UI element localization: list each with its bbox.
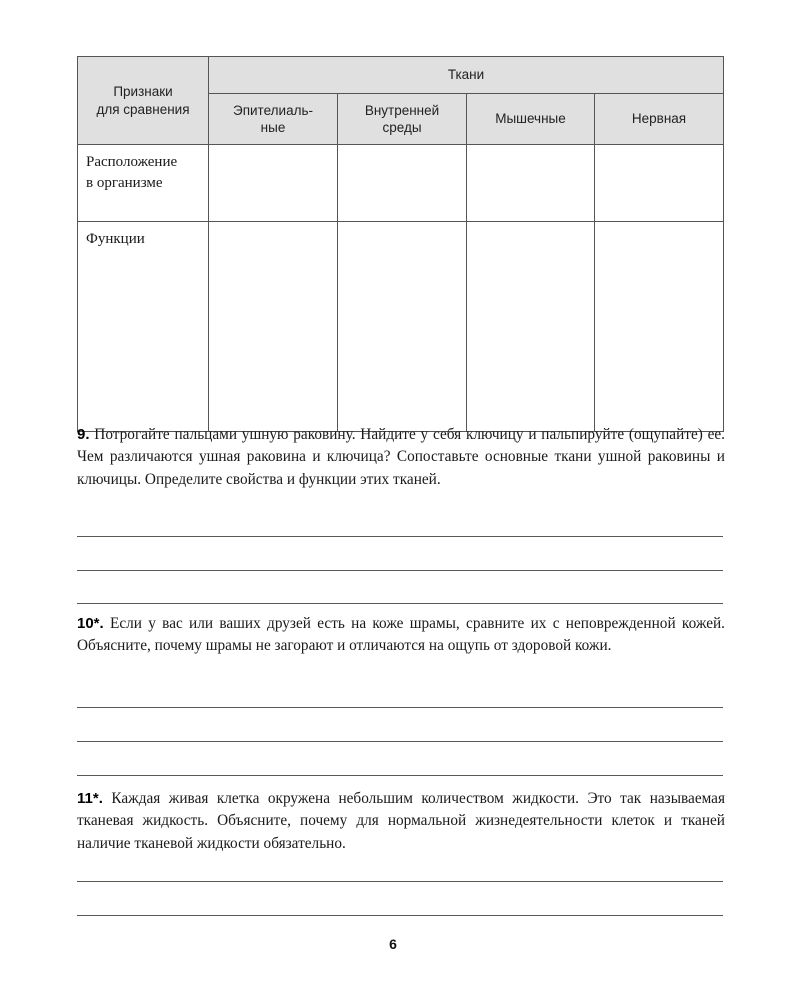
question-10-number: 10*. xyxy=(77,615,104,632)
answer-cell-functions-muscular[interactable] xyxy=(467,222,595,432)
row-label-location xyxy=(78,145,209,222)
header-column-muscular xyxy=(467,94,595,145)
answer-line-q10-2[interactable] xyxy=(77,741,723,742)
question-10 xyxy=(77,613,725,658)
question-9-text: Потрогайте пальцами ушную раковину. Найдите у себя ключицу и пальпируйте (ощупайте) ее. Чем различаются ушная раковина и ключица? Сопоставьте основные ткани ушной раковины и ключицы. Определите свойства и функции этих тканей. xyxy=(77,426,726,488)
question-11-number: 11*. xyxy=(77,790,103,807)
question-11-text: Каждая живая клетка окружена небольшим количеством жидкости. Это так называемая тканевая жидкость. Объясните, почему для нормальной жизнедеятельности клеток и тканей наличие тканевой жидкости обязательно. xyxy=(77,790,726,852)
question-9 xyxy=(77,424,725,491)
header-group-tissues: Ткани xyxy=(209,57,724,94)
row-label-location-line2: в организме xyxy=(86,174,163,191)
page-number: 6 xyxy=(389,936,397,952)
header-column-epithelial-line2: ные xyxy=(260,120,286,135)
answer-cell-location-internal-environment[interactable] xyxy=(338,145,467,222)
answer-cell-location-muscular[interactable] xyxy=(467,145,595,222)
answer-line-q10-3[interactable] xyxy=(77,775,723,776)
header-feature-line2: для сравнения xyxy=(96,101,190,117)
header-column-nervous-line1: Нервная xyxy=(631,111,687,127)
question-11 xyxy=(77,788,725,855)
tissue-comparison-table xyxy=(77,56,723,432)
answer-cell-location-epithelial[interactable] xyxy=(209,145,338,222)
header-column-muscular-line1: Мышечные xyxy=(495,111,566,127)
answer-cell-location-nervous[interactable] xyxy=(595,145,724,222)
header-feature-line1: Признаки xyxy=(113,84,173,100)
answer-line-q11-2[interactable] xyxy=(77,915,723,916)
header-column-nervous xyxy=(595,94,724,145)
table-header-row-group xyxy=(78,57,724,94)
header-column-internal-environment-line2: среды xyxy=(382,120,422,135)
answer-cell-functions-nervous[interactable] xyxy=(595,222,724,432)
answer-line-q11-1[interactable] xyxy=(77,881,723,882)
table-row xyxy=(78,145,724,222)
row-label-location-line1: Расположение xyxy=(86,154,178,170)
row-label-functions xyxy=(78,222,209,432)
header-column-epithelial xyxy=(209,94,338,145)
answer-cell-functions-internal-environment[interactable] xyxy=(338,222,467,432)
header-column-epithelial-line1: Эпителиаль- xyxy=(233,102,313,118)
question-10-text: Если у вас или ваших друзей есть на коже шрамы, сравните их с неповрежденной кожей. Объясните, почему шрамы не загорают и отличаются на ощупь от здоровой кожи. xyxy=(77,615,726,655)
answer-line-q9-3[interactable] xyxy=(77,603,723,604)
answer-line-q9-1[interactable] xyxy=(77,536,723,537)
answer-line-q10-1[interactable] xyxy=(77,707,723,708)
header-column-internal-environment-line1: Внутренней xyxy=(364,102,440,118)
answer-cell-functions-epithelial[interactable] xyxy=(209,222,338,432)
row-label-functions-line1: Функции xyxy=(86,231,145,247)
header-feature-column xyxy=(78,57,209,145)
header-column-internal-environment xyxy=(338,94,467,145)
question-9-number: 9. xyxy=(77,426,90,443)
table-row xyxy=(78,222,724,432)
answer-line-q9-2[interactable] xyxy=(77,570,723,571)
